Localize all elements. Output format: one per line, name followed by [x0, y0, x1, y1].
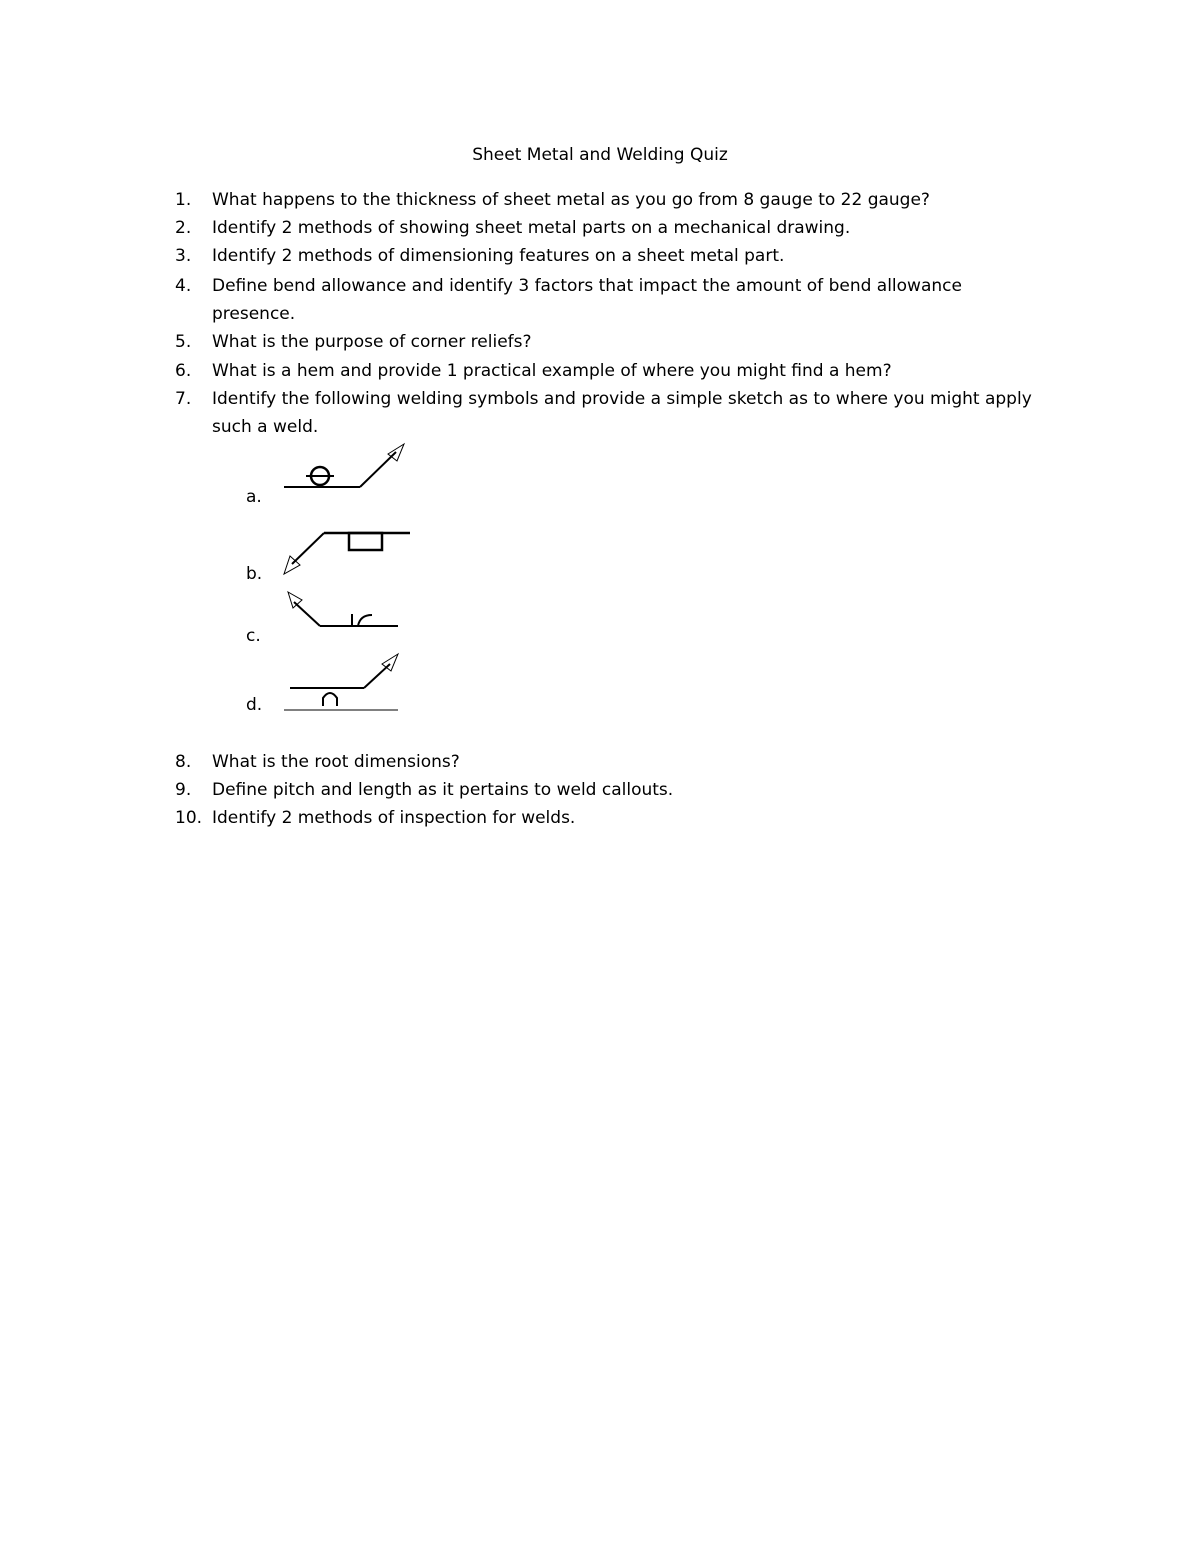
question-number: 9.	[175, 780, 192, 800]
question-text: Identify 2 methods of showing sheet metal parts on a mechanical drawing.	[212, 218, 851, 238]
welding-symbol-c-icon	[280, 588, 405, 637]
question-text: Define pitch and length as it pertains to weld callouts.	[212, 780, 674, 800]
option-c-label: c.	[246, 626, 261, 646]
question-text: What is the purpose of corner reliefs?	[212, 332, 532, 352]
question-number: 4.	[175, 276, 192, 296]
page-title: Sheet Metal and Welding Quiz	[472, 145, 728, 165]
question-4-continuation: presence.	[212, 304, 296, 324]
question-7-continuation: such a weld.	[212, 417, 319, 437]
question-number: 2.	[175, 218, 192, 238]
welding-symbol-d-icon	[280, 650, 405, 718]
question-number: 6.	[175, 361, 192, 381]
question-text: Define bend allowance and identify 3 factors that impact the amount of bend allowance	[212, 276, 962, 296]
question-number: 8.	[175, 752, 192, 772]
question-text: What is a hem and provide 1 practical example of where you might find a hem?	[212, 361, 892, 381]
question-number: 7.	[175, 389, 192, 409]
question-text: Identify 2 methods of dimensioning features on a sheet metal part.	[212, 246, 785, 266]
question-number: 1.	[175, 190, 192, 210]
option-b-label: b.	[246, 564, 263, 584]
question-text: What is the root dimensions?	[212, 752, 460, 772]
welding-symbol-a-icon	[280, 442, 410, 506]
question-text: What happens to the thickness of sheet metal as you go from 8 gauge to 22 gauge?	[212, 190, 930, 210]
option-a-label: a.	[246, 487, 262, 507]
question-number: 10.	[175, 808, 203, 828]
question-text: Identify 2 methods of inspection for welds.	[212, 808, 576, 828]
question-number: 5.	[175, 332, 192, 352]
option-d-label: d.	[246, 695, 263, 715]
question-text: Identify the following welding symbols and provide a simple sketch as to where you might apply	[212, 389, 1032, 409]
welding-symbol-b-icon	[280, 522, 415, 586]
question-number: 3.	[175, 246, 192, 266]
